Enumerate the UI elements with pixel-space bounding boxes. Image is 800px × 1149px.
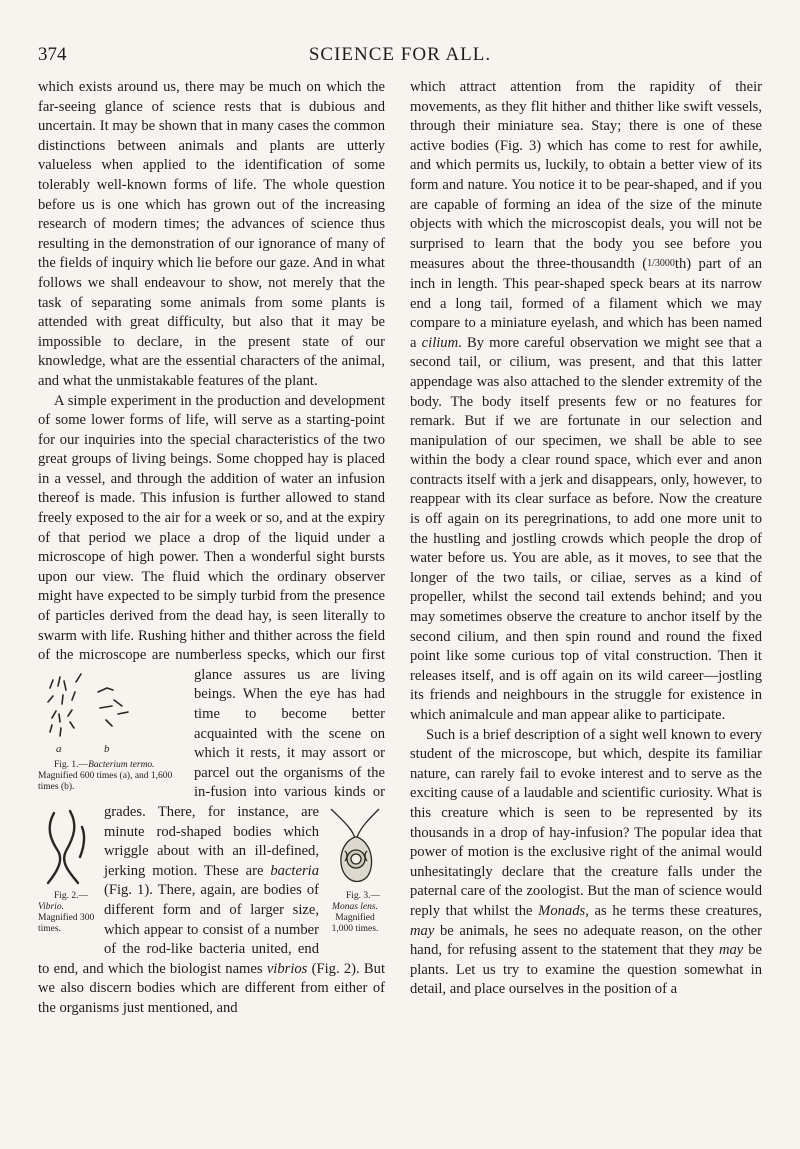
bacteria-illustration	[40, 668, 160, 756]
caption-detail: Magnified 300 times.	[38, 912, 95, 934]
text-run: (Fig. 2). But we also discern bodies which are different from either of the organisms just mentioned, and	[38, 960, 385, 1016]
text-run: Such is a brief description of a sight well known to every student of the microscope, but which, despite its familiar nature, can rarely fail to evoke interest and to serve as the exciting cause of a laudable and scientific curiosity. What is this creature which is seen to be represented by its thousands in a drop of hay-infusion? The popular idea that power of motion is the exclusive right of the animal would unhesitatingly declare that the creature falls under the paternal care of the zoologist. But the man of science would reply that whilst the	[410, 726, 762, 919]
text-run: which attract attention from the rapidity of their movements, as they flit hither and thither like swift vessels, through their miniature sea. Stay; there is one of these active bodies (Fig. 3) which has come to rest for awhile, and which permits us, luckily, to obtain a better view of its form and nature. You notice it to be pear-shaped, and if you are capable of forming an idea of the size of the minute objects with which the microscopist deals, you will not be surprised to learn that the body you see before you measures about the three-thousandth (	[410, 79, 762, 273]
caption-name: Bacterium termo.	[88, 759, 155, 770]
text-run: A simple experiment in the production and development of some lower forms of life, will serve as a starting-point for our inquiries into the special characteristics of the two great groups of living beings. Some chopped hay is placed in a vessel, and through the addition of water an infusion thereof is made. This infusion is further allowed to stand freely exposed to the air for a week or so, and at the expiry of that period we place a drop of the liquid under a microscope of high power. Then a wonderful sight bursts upon our view. The fluid which the ordinary observer might have expected to be simply turbid from the presence of particles derived from the dead hay, is seen literally to swarm with life. Rushing hither and thither across the field of the microscope are numberless	[38, 392, 385, 664]
paragraph-text	[38, 393, 385, 1016]
caption-name: Vibrio.	[38, 901, 64, 912]
monas-illustration	[329, 807, 381, 887]
caption-name: Monas lens.	[332, 901, 378, 912]
fraction: 1/3000	[647, 258, 675, 270]
text-run: . By more careful observation we might see that a second tail, or cilium, was present, and that this latter appendage was also attached to the slender extremity of the body. The body itself presents few or no features for remark. But if we are fortunate in our selection and manipulation of our specimen, we shall be able to see within the body a clear round space, which ever and anon contracts itself with a jerk and disappears, only, however, to reappear with its clear surface as before. Now the creature is off again on its peregrinations, to add one more unit to the hustling and jostling crowds which people the drop of water before us. You are able, as it moves, to see that the longer of the two tails, or ciliae, serves as a kind of propeller, whilst the second tail extends behind; and you may sometimes observe the creature to anchor itself by the second cilium, and then spin round and round the fixed point like some curious top of vital construction. Then it releases itself, and is off again on its wild career—jostling its friends and neighbours in the struggle for existence in which animalcule and man appear alike to participate.	[410, 334, 762, 723]
italic-term: bacteria	[270, 862, 319, 879]
text-run: (Fig. 1). There, again, are bodies of different form and of larger size, which appear to consist of a number of the rod-like bacteria united, end to end, and which the biologist names	[38, 882, 319, 977]
vibrio-illustration	[44, 807, 88, 887]
figure-monas-lens	[325, 807, 385, 949]
figure-caption	[38, 891, 98, 935]
figure-label-a: a	[56, 742, 62, 755]
right-column	[410, 78, 762, 1000]
caption-detail: Magnified 1,000 times.	[331, 912, 379, 934]
figure-caption	[325, 891, 385, 935]
caption-prefix: Fig. 1.—	[54, 759, 89, 770]
paragraph	[410, 78, 762, 726]
text-run: specks, which our first glance assures us are living beings. When the eye has had time to become better acquainted with the scene on which it rests, it may assort or parcel out the organisms of the in-fusion into various kinds or grades. There, for instance, are	[104, 647, 386, 820]
paragraph	[38, 392, 385, 1019]
left-column	[38, 78, 385, 1019]
figure-bacterium-termo	[38, 668, 186, 800]
figure-vibrio	[38, 807, 98, 949]
text-run: minute rod-shaped bodies which wriggle about with an ill-defined, jerking motion. These are	[104, 823, 319, 879]
italic-term: cilium	[421, 334, 459, 351]
text-run: th) part of an inch in length. This pear-shaped speck bears at its narrow end a long tail, formed of a filament which we may compare to a miniature eyelash, and which has been named a	[410, 256, 762, 351]
running-title: SCIENCE FOR ALL.	[308, 44, 492, 65]
page-number: 374	[38, 44, 67, 65]
italic-term: may	[410, 922, 435, 939]
page-header	[38, 44, 762, 70]
caption-prefix: Fig. 3.—	[345, 890, 381, 901]
italic-term: may	[718, 942, 744, 959]
text-run: be plants. Let us try to examine the question somewhat in detail, and place ourselves in the position of a	[410, 942, 762, 998]
italic-term: vibrios	[266, 960, 308, 977]
caption-detail: Magnified 600 times (a), and 1,600 times (b).	[38, 770, 173, 792]
figure-caption	[38, 760, 188, 793]
text-run: be animals, he sees no adequate reason, on the other hand, for refusing assent to the statement that they	[410, 922, 762, 959]
italic-term: Monads	[538, 902, 586, 919]
figure-label-b: b	[104, 742, 110, 755]
text-run: , as he terms these creatures,	[585, 902, 762, 919]
paragraph	[410, 726, 762, 1000]
caption-prefix: Fig. 2.—	[54, 890, 89, 901]
paragraph: which exists around us, there may be much on which the far-seeing glance of science rests that is dubious and uncertain. It may be shown that in many cases the common distinctions between animals and plants are utterly valueless when applied to the identification of some tolerably well-known forms of life. The whole question before us is one which has grown out of the increasing research of modern times; the advances of science thus resulting in the demonstration of our ignorance of many of the fields of inquiry which lie before our gaze. And in what follows we shall endeavour to show, not merely that the task of separating some animals from some plants is attended with great difficulty, but also that it may be impossible to declare, in the present state of our knowledge, what are the essential characters of the animal, and what the unmistakable features of the plant.	[38, 79, 385, 389]
